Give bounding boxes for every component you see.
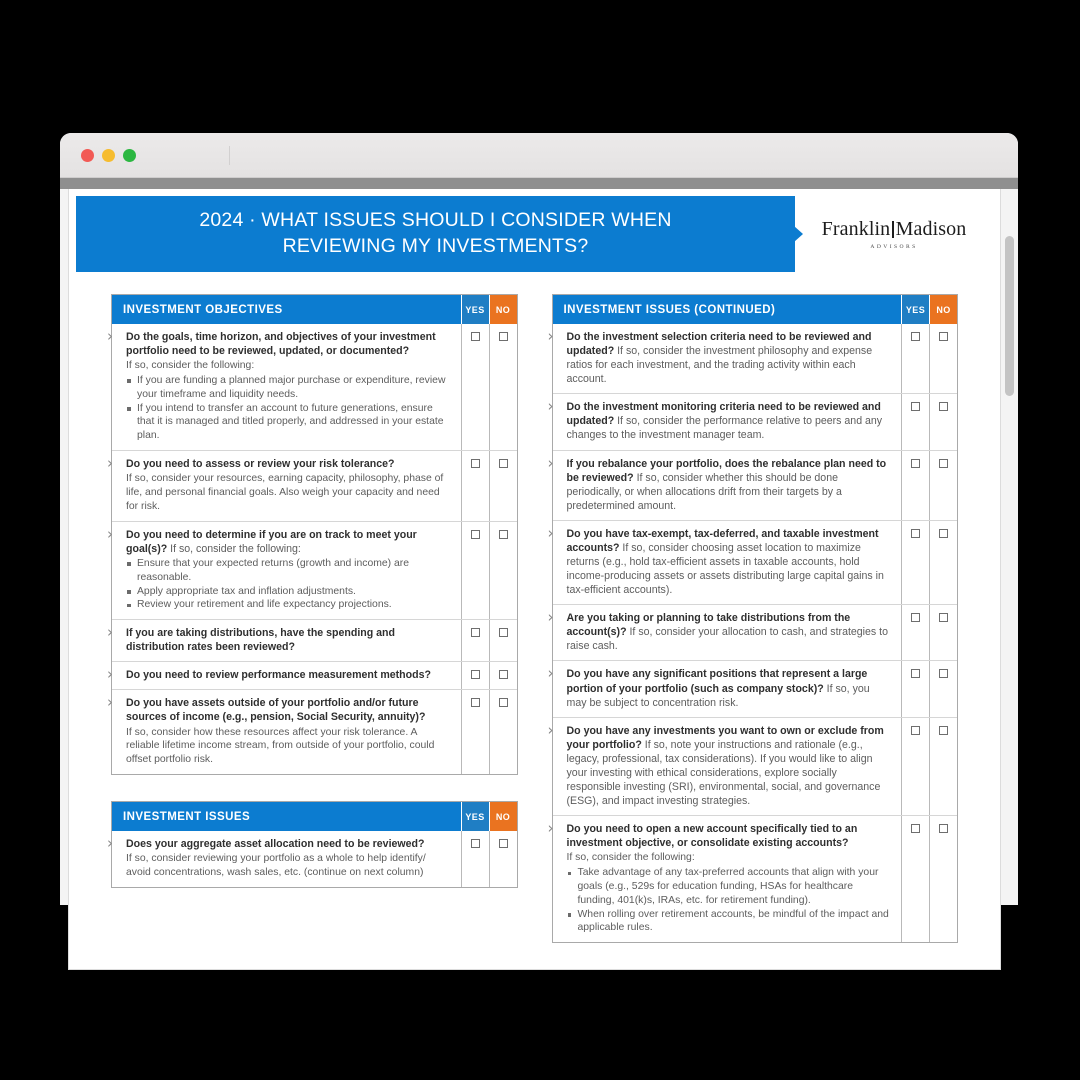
question-subtext: If so, consider how these resources affect your risk tolerance. A reliable lifetime income stream, from outside of your portfolio, could offset portfolio risk. (126, 726, 435, 766)
question-bold: Are you taking or planning to take distributions from the account(s)? (566, 612, 851, 639)
row-bracket-icon: › (547, 327, 554, 345)
yes-column-header: YES (461, 295, 489, 324)
row-bracket-icon: › (107, 327, 113, 345)
checklist-row (547, 450, 958, 520)
checklist-row (547, 520, 958, 604)
question-detail: If so, consider the investment philosophy and expense ratios for each investment, and the trading activity within each account. (566, 345, 873, 386)
bullet-item: Take advantage of any tax-preferred accounts that align with your goals (e.g., 529s for education funding, HSAs for healthcare funding, 401(k)s, IRAs, etc. for retirement funding). (567, 866, 893, 907)
row-bracket-icon: › (107, 693, 113, 712)
scrollbar-thumb[interactable] (1005, 236, 1014, 396)
row-text (107, 522, 461, 619)
row-bracket-icon: › (107, 524, 113, 543)
row-text (547, 816, 902, 942)
checklist-row (107, 324, 517, 450)
banner-arrow-icon (794, 226, 803, 242)
vertical-scrollbar[interactable] (1004, 189, 1015, 903)
no-checkbox[interactable] (939, 613, 948, 622)
row-text (107, 324, 461, 450)
checklist-row (547, 660, 958, 716)
no-checkbox[interactable] (499, 670, 508, 679)
question-text (567, 457, 893, 513)
checklist-row (547, 393, 958, 449)
question-detail: If so, consider whether this should be done periodically, or when allocations drift from their targets by a predetermined amount. (566, 471, 842, 512)
no-checkbox-cell[interactable] (489, 690, 517, 774)
bullet-item: Review your retirement and life expectancy projections. (126, 598, 452, 612)
no-column-header: NO (489, 295, 517, 324)
question-bold: Do you need to assess or review your risk tolerance? (126, 458, 395, 471)
no-checkbox-cell[interactable] (489, 662, 517, 689)
maximize-window-button[interactable] (123, 149, 136, 162)
close-window-button[interactable] (81, 149, 94, 162)
question-subtext: If so, consider your resources, earning capacity, philosophy, phase of life, and personal financial goals. Also weigh your capacity and need for risk. (126, 473, 444, 512)
yes-checkbox-cell[interactable] (461, 451, 489, 521)
question-text (567, 667, 893, 709)
question-text (126, 668, 452, 682)
row-text (547, 451, 902, 520)
bullet-item: Apply appropriate tax and inflation adjustments. (126, 585, 452, 599)
no-checkbox[interactable] (499, 628, 508, 637)
no-checkbox-cell[interactable] (929, 521, 957, 604)
question-bold: Do the investment monitoring criteria need to be reviewed and updated? (566, 401, 881, 428)
block-title: INVESTMENT OBJECTIVES (123, 303, 283, 316)
question-text (567, 330, 893, 386)
checklist-row (107, 831, 517, 887)
row-text (547, 605, 902, 660)
no-checkbox-cell[interactable] (489, 831, 517, 887)
question-detail: If so, you may be subject to concentration risk. (566, 682, 870, 709)
yes-column-header: YES (901, 295, 929, 324)
row-bracket-icon: › (107, 665, 113, 684)
yes-checkbox-cell[interactable] (901, 605, 929, 660)
no-checkbox[interactable] (939, 529, 948, 538)
question-text (126, 457, 452, 471)
yes-checkbox[interactable] (911, 459, 920, 468)
document-viewport (60, 178, 1018, 934)
question-bold: Do you need to review performance measurement methods? (126, 669, 431, 682)
question-text (126, 696, 452, 724)
checklist-block (547, 294, 959, 943)
yes-checkbox-cell[interactable] (901, 394, 929, 449)
no-checkbox-cell[interactable] (929, 451, 957, 520)
row-text (547, 661, 902, 716)
minimize-window-button[interactable] (102, 149, 115, 162)
yes-checkbox[interactable] (471, 670, 480, 679)
logo-wordmark (822, 218, 967, 241)
yes-checkbox-cell[interactable] (461, 662, 489, 689)
yes-checkbox-cell[interactable] (461, 620, 489, 661)
row-text (107, 451, 461, 521)
no-checkbox-cell[interactable] (929, 816, 957, 942)
browser-window (60, 133, 1018, 934)
yes-checkbox[interactable] (471, 459, 480, 468)
question-detail: If so, note your instructions and rationale (e.g., legacy, professional, tax considerations). If you would like to align your investing with ethical considerations, explore socially responsible investing (SRI), environmental, social, and governance (ESG), and impact investing strategies. (566, 738, 881, 808)
no-checkbox-cell[interactable] (929, 605, 957, 660)
bullet-item: If you are funding a planned major purchase or expenditure, review your timeframe and liquidity needs. (126, 374, 452, 402)
block-header (112, 802, 517, 831)
document-banner (76, 196, 993, 272)
bullet-list (126, 557, 452, 612)
question-text (126, 626, 452, 654)
yes-checkbox-cell[interactable] (901, 521, 929, 604)
row-bracket-icon: › (547, 720, 554, 739)
yes-checkbox-cell[interactable] (461, 522, 489, 619)
checklist-row (547, 324, 958, 393)
yes-checkbox[interactable] (471, 839, 480, 848)
yes-checkbox[interactable] (471, 698, 480, 707)
yes-checkbox-cell[interactable] (901, 661, 929, 716)
pdf-page (68, 189, 1001, 970)
yes-checkbox-cell[interactable] (901, 324, 929, 393)
no-checkbox[interactable] (499, 839, 508, 848)
question-text (126, 330, 452, 358)
no-checkbox-cell[interactable] (489, 324, 517, 450)
question-text (126, 528, 452, 556)
no-checkbox[interactable] (939, 824, 948, 833)
question-bold: If you are taking distributions, have the spending and distribution rates been reviewed? (126, 627, 395, 654)
yes-column-header: YES (461, 802, 489, 831)
row-text (547, 324, 902, 393)
no-checkbox[interactable] (499, 530, 508, 539)
question-bold: Do you have any significant positions that represent a large portion of your portfolio (such as company stock)? (566, 668, 868, 695)
no-checkbox-cell[interactable] (489, 451, 517, 521)
question-subtext: If so, consider the following: (126, 360, 255, 372)
yes-checkbox[interactable] (471, 530, 480, 539)
no-checkbox[interactable] (499, 332, 508, 341)
yes-checkbox[interactable] (911, 824, 920, 833)
checklist-row (107, 521, 517, 619)
checklist-row (547, 815, 958, 942)
no-checkbox[interactable] (939, 726, 948, 735)
block-title: INVESTMENT ISSUES (CONTINUED) (563, 303, 776, 316)
checklist-block (107, 294, 518, 775)
traffic-light-buttons (81, 149, 136, 162)
no-checkbox[interactable] (499, 459, 508, 468)
yes-checkbox-cell[interactable] (461, 831, 489, 887)
question-text (567, 527, 893, 597)
row-bracket-icon: › (107, 623, 113, 642)
yes-checkbox[interactable] (911, 332, 920, 341)
question-subtext: If so, consider reviewing your portfolio as a whole to help identify/ avoid concentrations, wash sales, etc. (continue on next column) (126, 853, 426, 878)
checklist-row (107, 619, 517, 661)
yes-checkbox-cell[interactable] (901, 816, 929, 942)
question-bold: Do you have assets outside of your portfolio and/or future sources of income (e.g., pension, Social Security, annuity)? (126, 697, 426, 724)
logo-divider-icon (892, 221, 893, 238)
question-text (567, 822, 893, 850)
no-checkbox-cell[interactable] (489, 522, 517, 619)
yes-checkbox[interactable] (911, 726, 920, 735)
viewport-top-bar (60, 178, 1018, 189)
right-column (547, 294, 959, 969)
no-checkbox[interactable] (499, 698, 508, 707)
no-checkbox-cell[interactable] (929, 324, 957, 393)
yes-checkbox[interactable] (911, 669, 920, 678)
no-checkbox[interactable] (939, 459, 948, 468)
question-bold: If you rebalance your portfolio, does the rebalance plan need to be reviewed? (566, 457, 887, 484)
question-detail: If so, consider the following: (167, 542, 301, 555)
question-detail: If so, consider the performance relative to peers and any changes to the investment manager team. (566, 415, 883, 442)
no-checkbox[interactable] (939, 332, 948, 341)
yes-checkbox[interactable] (911, 402, 920, 411)
checklist-row (107, 450, 517, 521)
document-title (175, 208, 695, 259)
yes-checkbox-cell[interactable] (461, 690, 489, 774)
no-checkbox-cell[interactable] (929, 718, 957, 815)
checklist-row (107, 689, 517, 774)
bullet-item: If you intend to transfer an account to future generations, ensure that it is managed and titled properly, and addressed in your estate plan. (126, 402, 452, 443)
row-bracket-icon: › (547, 608, 554, 627)
document-title-line2: REVIEWING MY INVESTMENTS? (282, 235, 589, 257)
block-title: INVESTMENT ISSUES (123, 810, 251, 823)
yes-checkbox-cell[interactable] (901, 718, 929, 815)
row-text (107, 620, 461, 661)
yes-checkbox-cell[interactable] (461, 324, 489, 450)
question-text (567, 611, 893, 653)
question-text (567, 724, 893, 808)
row-bracket-icon: › (107, 834, 113, 853)
yes-checkbox[interactable] (911, 529, 920, 538)
no-column-header: NO (929, 295, 957, 324)
yes-checkbox[interactable] (911, 613, 920, 622)
row-text (547, 718, 902, 815)
question-bold: Do the goals, time horizon, and objectives of your investment portfolio need to be reviewed, updated, or documented? (126, 331, 436, 358)
question-bold: Do you have tax-exempt, tax-deferred, and taxable investment accounts? (566, 527, 879, 554)
no-checkbox-cell[interactable] (929, 661, 957, 716)
row-text (107, 662, 461, 689)
question-text (567, 400, 893, 442)
bullet-item: When rolling over retirement accounts, be mindful of the impact and applicable rules. (567, 908, 893, 936)
row-bracket-icon: › (547, 397, 554, 416)
bullet-list (126, 374, 452, 443)
no-checkbox[interactable] (939, 669, 948, 678)
banner-title-area (76, 196, 795, 272)
titlebar-divider (229, 146, 230, 165)
row-bracket-icon: › (547, 664, 554, 683)
no-checkbox-cell[interactable] (929, 394, 957, 449)
checklist-block (107, 801, 518, 888)
row-bracket-icon: › (547, 819, 554, 838)
bullet-item: Ensure that your expected returns (growth and income) are reasonable. (126, 557, 452, 585)
block-header (112, 295, 517, 324)
no-checkbox[interactable] (939, 402, 948, 411)
yes-checkbox[interactable] (471, 628, 480, 637)
no-column-header: NO (489, 802, 517, 831)
question-detail: If so, consider choosing asset location to maximize returns (e.g., hold tax-efficient assets in taxable accounts, hold income-producing assets or assets distributing large capital gains in tax-efficient accounts). (566, 541, 884, 597)
left-column (107, 294, 518, 969)
bullet-list (567, 866, 893, 935)
checklist-row (547, 717, 958, 815)
question-bold: Do you have any investments you want to own or exclude from your portfolio? (566, 724, 884, 751)
question-subtext: If so, consider the following: (566, 852, 695, 864)
row-bracket-icon: › (547, 453, 554, 472)
row-text (107, 690, 461, 774)
yes-checkbox-cell[interactable] (901, 451, 929, 520)
logo-tagline: ADVISORS (870, 244, 918, 250)
question-bold: Do you need to open a new account specifically tied to an investment objective, or consolidate existing accounts? (566, 823, 858, 850)
brand-logo (795, 196, 993, 272)
checklist-row (107, 661, 517, 689)
logo-name-left: Franklin (821, 218, 891, 240)
row-text (107, 831, 461, 887)
yes-checkbox[interactable] (471, 332, 480, 341)
question-bold: Do you need to determine if you are on track to meet your goal(s)? (126, 528, 417, 555)
checklist-columns (69, 272, 1000, 969)
question-text (126, 837, 452, 851)
block-header (553, 295, 958, 324)
question-detail: If so, consider your allocation to cash, and strategies to raise cash. (566, 626, 889, 653)
logo-name-right: Madison (895, 218, 967, 240)
question-bold: Do the investment selection criteria need to be reviewed and updated? (566, 331, 872, 358)
row-bracket-icon: › (107, 454, 113, 473)
row-text (547, 521, 902, 604)
question-bold: Does your aggregate asset allocation need to be reviewed? (126, 838, 425, 851)
row-bracket-icon: › (547, 523, 554, 542)
no-checkbox-cell[interactable] (489, 620, 517, 661)
window-titlebar (60, 133, 1018, 178)
row-text (547, 394, 902, 449)
checklist-row (547, 604, 958, 660)
document-title-line1: 2024 · WHAT ISSUES SHOULD I CONSIDER WHEN (199, 209, 672, 232)
